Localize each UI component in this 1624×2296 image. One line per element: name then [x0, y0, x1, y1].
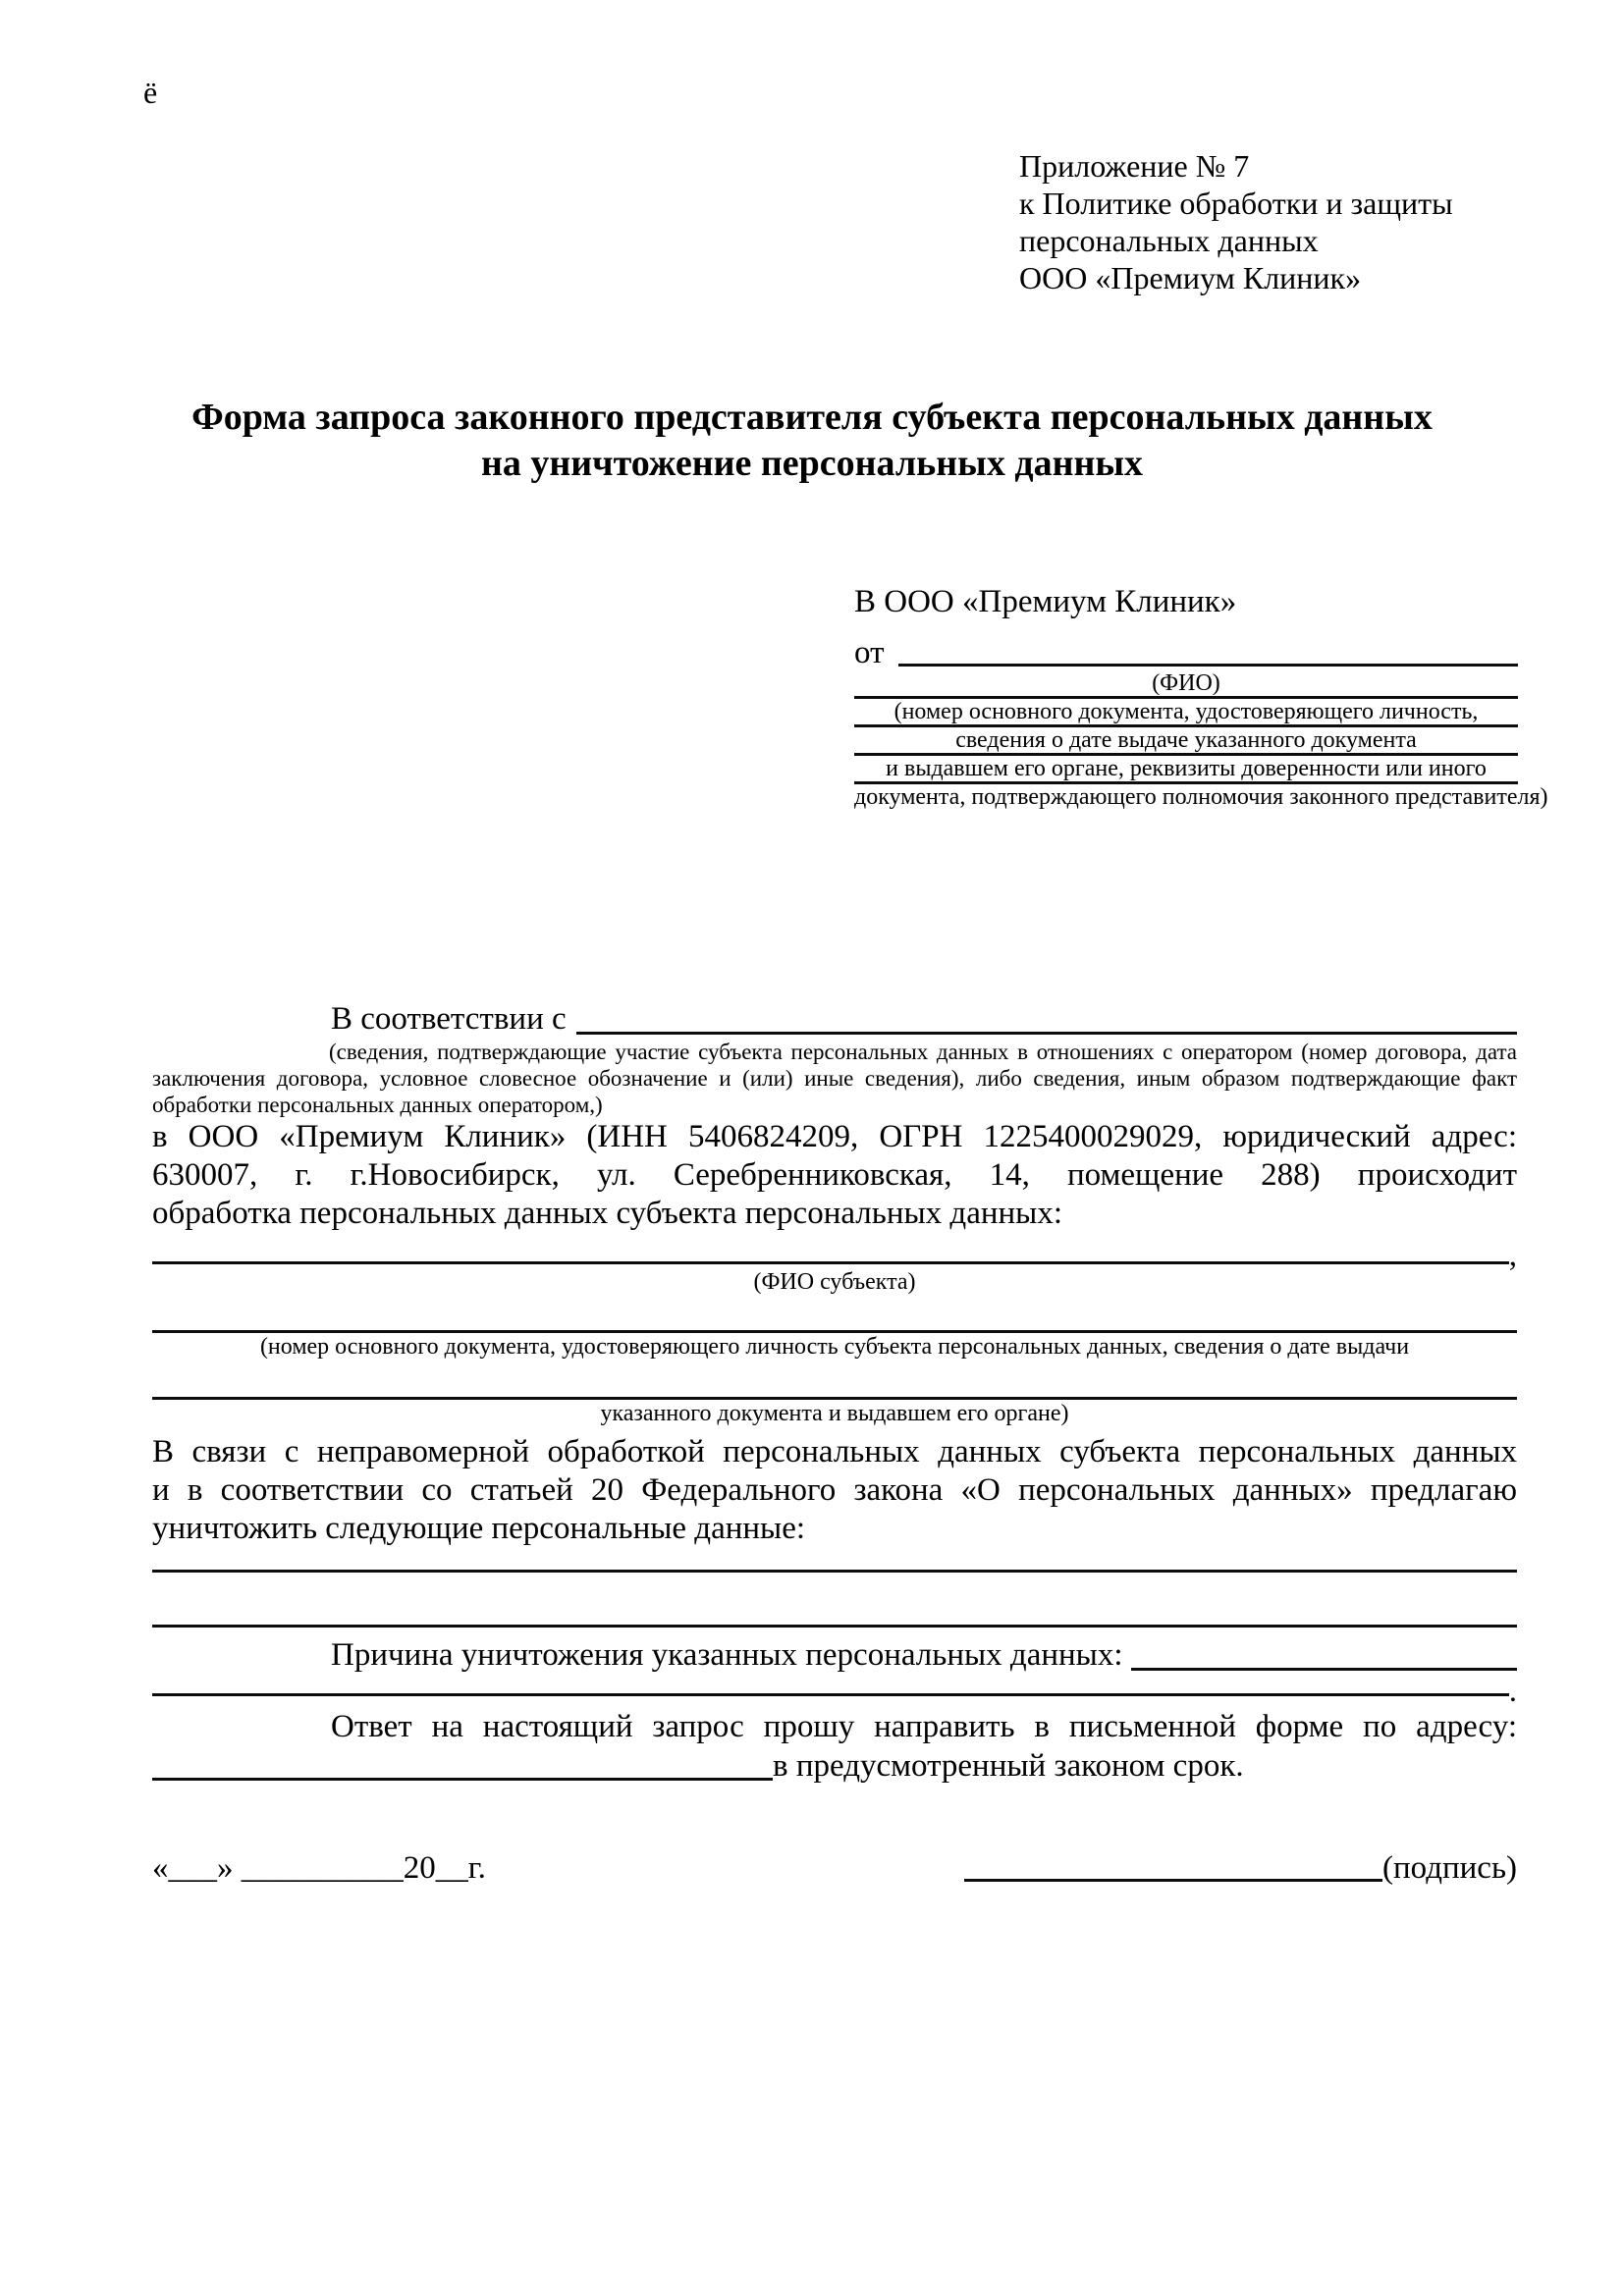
subject-fio-caption: (ФИО субъекта)	[753, 1269, 916, 1295]
destroy-paragraph	[152, 1433, 1517, 1548]
fill-line-reason-2	[152, 1693, 1509, 1696]
signature-caption: (подпись)	[1382, 1850, 1517, 1886]
trailing-comma: ,	[1508, 1238, 1517, 1273]
footer-row	[152, 1843, 1517, 1887]
document-number-caption: (номер основного документа, удостоверяющего личность,	[893, 699, 1479, 724]
reason-row	[152, 1631, 1517, 1675]
document-title-line-2: на уничтожение персональных данных	[480, 443, 1144, 484]
fill-line-accordance	[576, 1032, 1517, 1035]
fill-line-data-to-destroy-1	[152, 1570, 1517, 1573]
appendix-header-line-2: к Политике обработки и защиты	[1019, 186, 1453, 221]
appendix-header-line-3: персональных данных	[1019, 223, 1319, 258]
reason-continuation-row	[152, 1674, 1517, 1709]
from-label: от	[854, 635, 885, 670]
reason-label: Причина уничтожения указанных персональных данных:	[331, 1637, 1123, 1673]
operator-paragraph-line-2: 630007, г. г.Новосибирск, ул. Серебренниковская, 14, помещение 288) происходит	[152, 1157, 1517, 1193]
authority-document-caption: документа, подтверждающего полномочия законного представителя)	[854, 784, 1548, 810]
fill-line-representative-fio	[898, 664, 1519, 667]
issuing-authority-caption: и выдавшем его органе, реквизиты доверенности или иного	[886, 756, 1487, 781]
fill-line-data-to-destroy-2	[152, 1625, 1517, 1628]
destroy-paragraph-line-3: уничтожить следующие персональные данные:	[152, 1511, 806, 1546]
accordance-note-line-2: заключения договора, условное словесное обозначение и (или) иные сведения), либо сведения, иным образом подтверждающие факт	[152, 1066, 1517, 1091]
destroy-paragraph-line-1: В связи с неправомерной обработкой персональных данных субъекта персональных данных	[152, 1434, 1517, 1469]
accordance-row	[152, 993, 1517, 1039]
addressee-block	[854, 582, 1548, 810]
appendix-header	[1019, 147, 1453, 296]
stray-char: ё	[143, 75, 158, 110]
accordance-note	[152, 1039, 1517, 1118]
accordance-label: В соответствии с	[331, 1001, 567, 1037]
accordance-note-line-1: (сведения, подтверждающие участие субъекта персональных данных в отношениях с оператором (номер договора, дата	[329, 1040, 1517, 1064]
answer-address-row	[152, 1746, 1517, 1785]
main-body	[152, 993, 1517, 1785]
fill-line-address	[152, 1778, 773, 1781]
trailing-period: .	[1508, 1674, 1517, 1709]
accordance-note-line-3: обработки персональных данных оператором,)	[152, 1093, 603, 1117]
destroy-paragraph-line-2: и в соответствии со статьей 20 Федерального закона «О персональных данных» предлагаю	[152, 1472, 1517, 1508]
operator-paragraph-line-3: обработка персональных данных субъекта персональных данных:	[152, 1196, 1062, 1231]
document-title-line-1: Форма запроса законного представителя субъекта персональных данных	[191, 397, 1433, 438]
answer-tail: в предусмотренный законом срок.	[773, 1748, 1244, 1784]
appendix-header-line-1: Приложение № 7	[1019, 148, 1250, 184]
subject-document-caption-2: указанного документа и выдавшем его органе)	[600, 1401, 1069, 1426]
document-title	[130, 395, 1494, 487]
answer-line: Ответ на настоящий запрос прошу направить в письменной форме по адресу:	[331, 1709, 1517, 1744]
issue-date-caption: сведения о дате выдаче указанного документа	[955, 727, 1417, 753]
fio-caption: (ФИО)	[1152, 670, 1220, 696]
addressee-organization: В ООО «Премиум Клиник»	[854, 584, 1237, 619]
fill-line-subject-fio	[152, 1261, 1509, 1264]
fill-line-signature	[964, 1879, 1382, 1882]
subject-fio-row	[152, 1235, 1517, 1273]
operator-paragraph	[152, 1118, 1517, 1233]
date-blank: «___» __________20__г.	[152, 1850, 486, 1886]
operator-paragraph-line-1: в ООО «Премиум Клиник» (ИНН 5406824209, ОГРН 1225400029029, юридический адрес:	[152, 1119, 1517, 1154]
from-row	[854, 627, 1518, 670]
fill-line-reason	[1131, 1668, 1517, 1671]
appendix-header-line-4: ООО «Премиум Клиник»	[1019, 260, 1362, 295]
subject-document-caption-1: (номер основного документа, удостоверяющего личность субъекта персональных данных, сведения о дате выдачи	[259, 1334, 1410, 1360]
signature-group	[964, 1849, 1517, 1887]
